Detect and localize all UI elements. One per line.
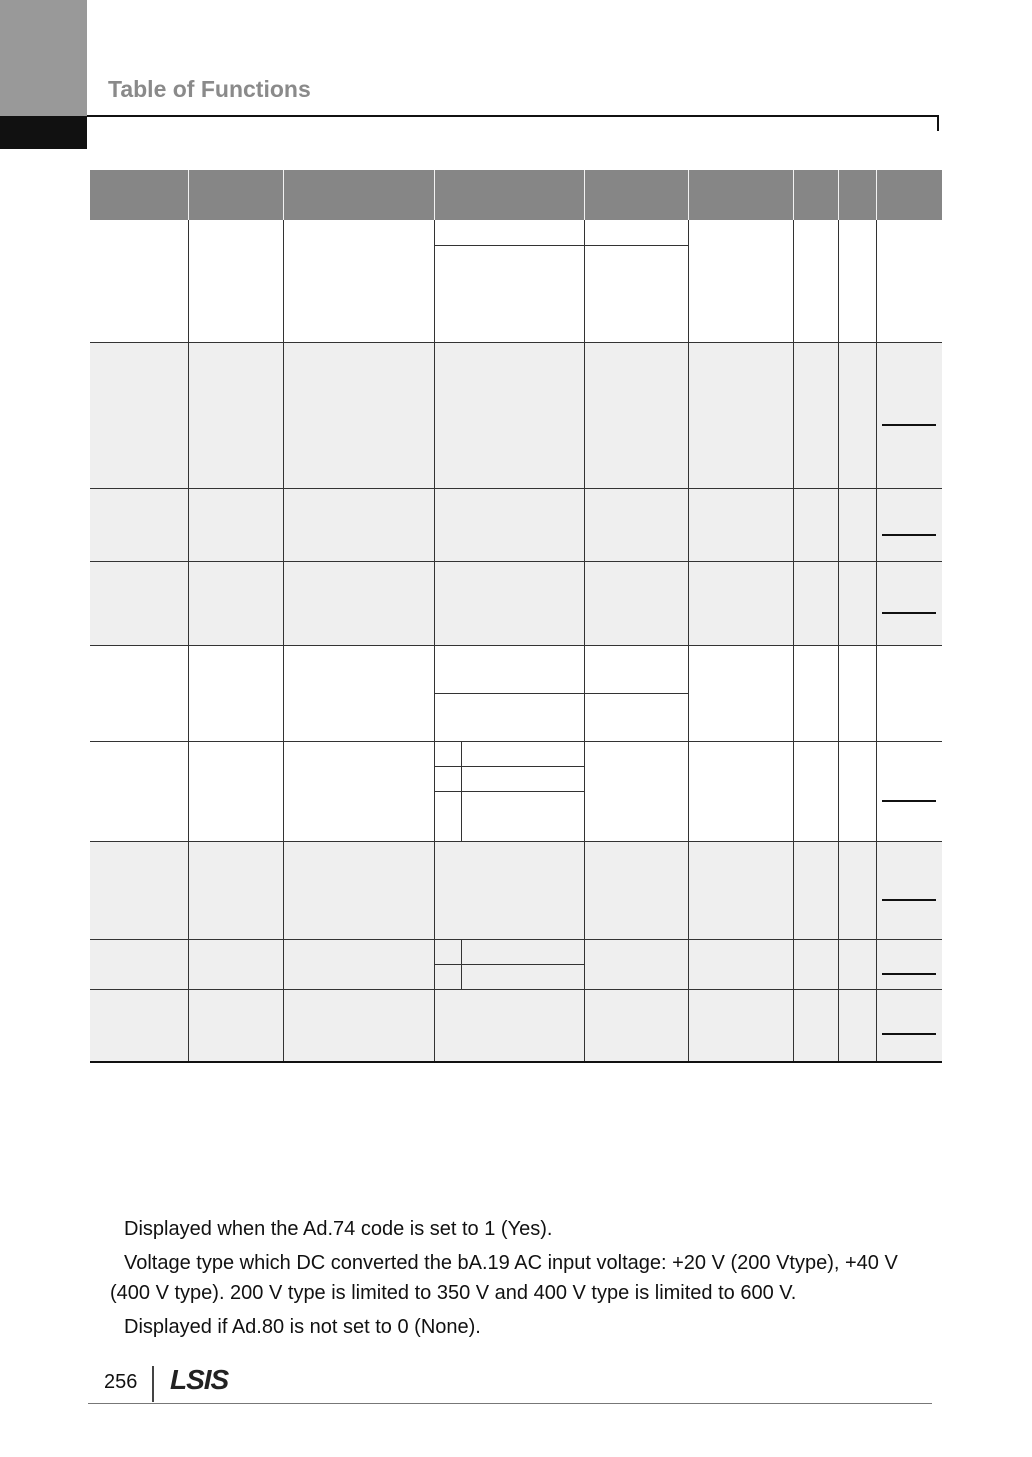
header-separator xyxy=(283,170,284,220)
column-line xyxy=(838,220,839,1062)
function-table xyxy=(90,170,942,1064)
company-logo: LSIS xyxy=(170,1364,229,1395)
underline-mark xyxy=(882,612,936,614)
column-line xyxy=(188,220,189,1062)
row-line xyxy=(90,645,942,646)
footnote-text: Voltage type which DC converted the bA.19 AC input voltage: +20 V (200 Vtype), +40 V (400 V type). 200 V type is limited to 350 V and 400 V type is limited to 600 V. xyxy=(110,1252,898,1304)
sub-row-line xyxy=(434,791,584,792)
table-header xyxy=(90,170,942,220)
sub-row-line xyxy=(434,766,584,767)
row-line xyxy=(90,488,942,489)
column-line xyxy=(434,220,435,1062)
footnote xyxy=(110,1248,930,1308)
sub-row-line xyxy=(434,693,688,694)
row-line xyxy=(90,561,942,562)
header-separator xyxy=(793,170,794,220)
row-line xyxy=(90,342,942,343)
chapter-tab xyxy=(0,0,87,116)
column-line xyxy=(876,220,877,1062)
header-separator xyxy=(688,170,689,220)
footer-rule xyxy=(88,1403,932,1404)
footnotes xyxy=(110,1214,930,1346)
row-line xyxy=(90,741,942,742)
table-row xyxy=(90,220,942,342)
row-line xyxy=(90,939,942,940)
table-row xyxy=(90,989,942,1062)
underline-mark xyxy=(882,973,936,975)
table-bottom-rule xyxy=(90,1061,942,1063)
table-row xyxy=(90,342,942,488)
chapter-tab-marker xyxy=(0,116,87,149)
column-line xyxy=(283,220,284,1062)
underline-mark xyxy=(882,424,936,426)
underline-mark xyxy=(882,534,936,536)
header-separator xyxy=(838,170,839,220)
page-number: 256 xyxy=(104,1371,138,1393)
column-line xyxy=(793,220,794,1062)
sub-row-line xyxy=(434,964,584,965)
header-separator xyxy=(188,170,189,220)
underline-mark xyxy=(882,800,936,802)
sub-row-line xyxy=(434,245,688,246)
column-line xyxy=(688,220,689,1062)
underline-mark xyxy=(882,1033,936,1035)
footnote: Displayed when the Ad.74 code is set to 1 (Yes). xyxy=(124,1218,553,1240)
table-row xyxy=(90,488,942,561)
footnote: Displayed if Ad.80 is not set to 0 (None). xyxy=(124,1316,481,1338)
underline-mark xyxy=(882,899,936,901)
header-separator xyxy=(434,170,435,220)
table-row xyxy=(90,561,942,645)
footer-separator xyxy=(152,1366,154,1402)
column-line xyxy=(584,220,585,1062)
section-title: Table of Functions xyxy=(108,76,311,102)
row-line xyxy=(90,841,942,842)
header-separator xyxy=(876,170,877,220)
title-rule xyxy=(87,115,939,117)
row-line xyxy=(90,989,942,990)
header-separator xyxy=(584,170,585,220)
table-row xyxy=(90,841,942,939)
title-rule-end xyxy=(937,115,939,131)
